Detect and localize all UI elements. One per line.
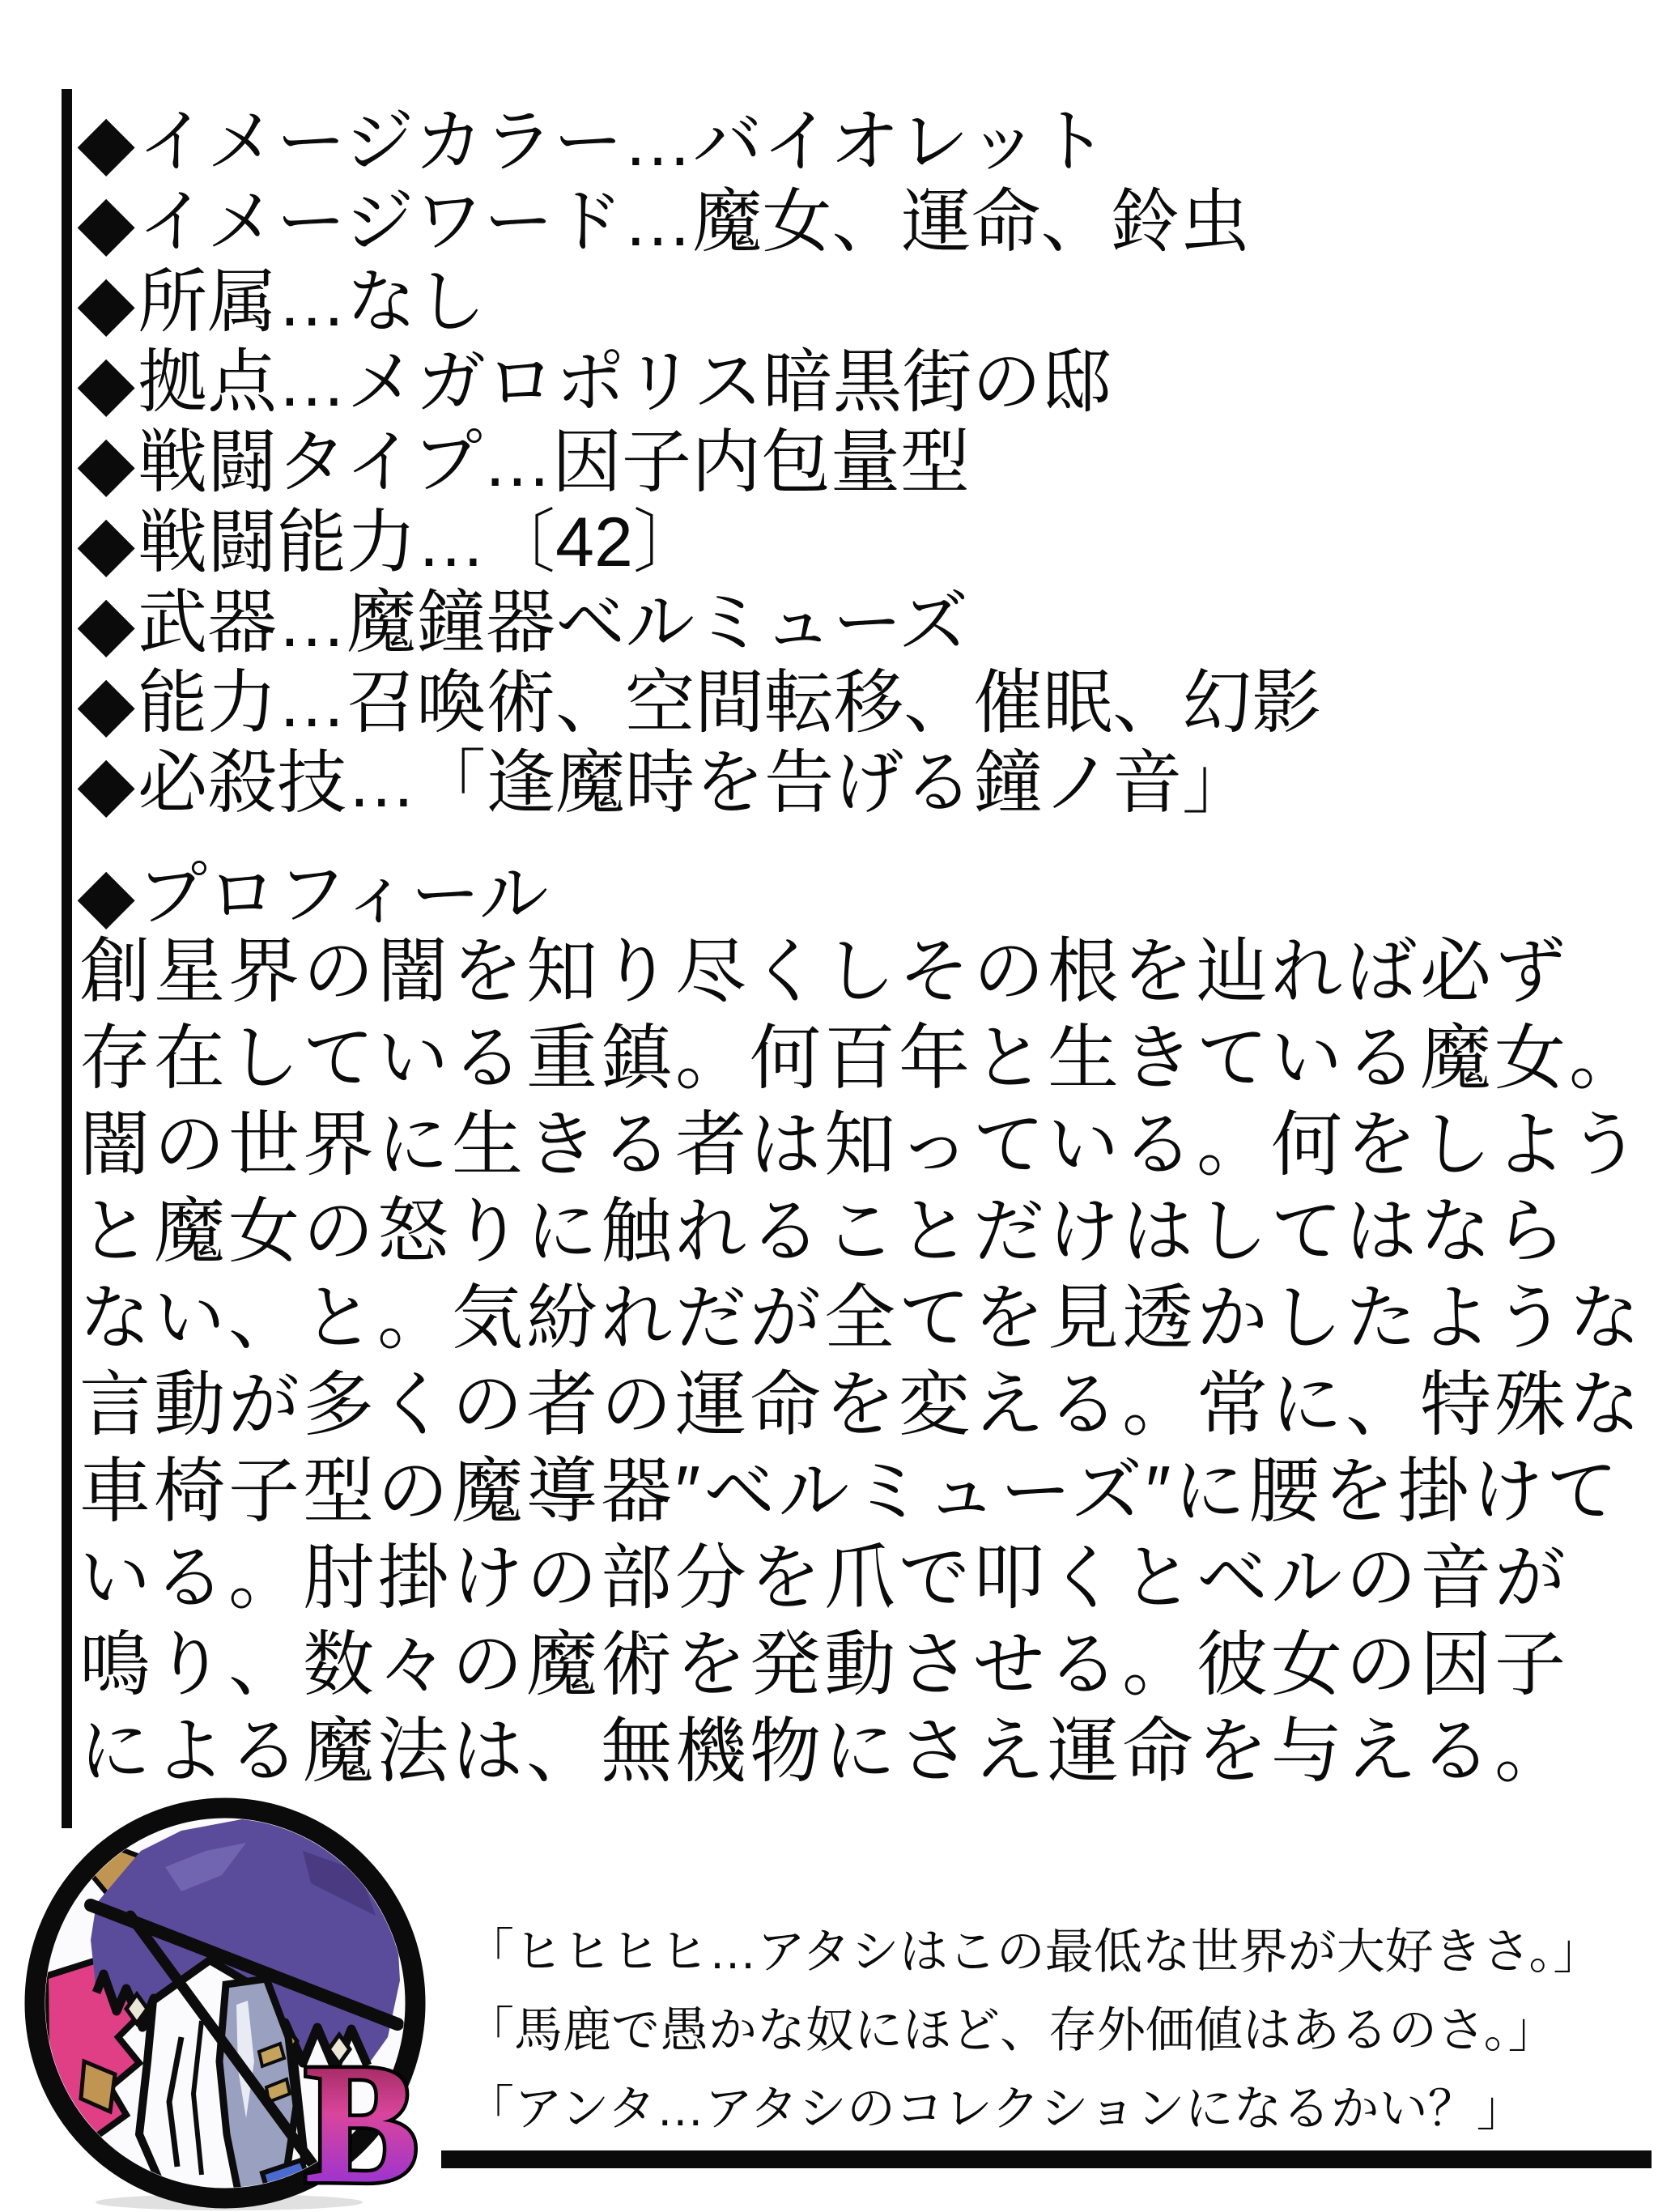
diamond-bullet-icon: ◆ [77,500,135,585]
profile-line: ない、と。気紛れだが全てを見透かしたような [79,1278,1644,1358]
stat-text: 拠点…メガロポリス暗黒街の邸 [138,343,1112,421]
stats-list [79,102,1321,823]
diamond-bullet-icon: ◆ [77,100,135,184]
stat-line [79,182,1321,262]
profile-line: 車椅子型の魔導器″ベルミューズ″に腰を掛けて [79,1451,1622,1531]
stat-line [77,500,1321,585]
quotes-block [466,1912,1601,2148]
stat-text: イメージカラー…バイオレット [138,103,1108,181]
diamond-bullet-icon: ◆ [77,340,135,424]
profile-line: 鳴り、数々の魔術を発動させる。彼女の因子 [79,1624,1570,1704]
b-letter: B [304,2055,419,2201]
profile-line: 言動が多くの者の運命を変える。常に、特殊な [79,1364,1644,1444]
diamond-bullet-icon: ◆ [77,420,135,504]
diamond-bullet-icon: ◆ [77,180,135,264]
profile-line: 存在している重鎮。何百年と生きている魔女。 [79,1018,1644,1098]
quote-line: 「馬鹿で愚かな奴にほど、存外価値はあるのさ。」 [466,2003,1557,2057]
diamond-bullet-icon: ◆ [77,581,135,665]
diamond-bullet-icon: ◆ [77,853,135,937]
diamond-bullet-icon: ◆ [77,661,135,745]
profile-line: 創星界の闇を知り尽くしその根を辿れば必ず [79,931,1570,1011]
stat-text: イメージワード…魔女、運命、鈴虫 [138,183,1250,261]
stat-line [79,102,1321,182]
stat-text: 武器…魔鐘器ベルミューズ [138,584,969,661]
profile-line: いる。肘掛けの部分を爪で叩くとベルの音が [79,1538,1570,1618]
stat-text: 必殺技…「逢魔時を告げる鐘ノ音」 [138,744,1252,822]
stat-line [77,420,1321,504]
profile-line: 闇の世界に生きる者は知っている。何をしよう [79,1104,1644,1185]
stat-text: 戦闘能力…〔42〕 [138,504,703,581]
quote-line: 「アンタ…アタシのコレクションになるかい？」 [466,2082,1525,2136]
stat-line [79,743,1321,823]
profile-line: と魔女の怒りに触れることだけはしてはなら [79,1191,1570,1271]
bottom-divider-bar [441,2150,1652,2168]
stat-line [79,342,1321,423]
profile-line: による魔法は、無機物にさえ運命を与える。 [79,1711,1570,1791]
stat-text: 能力…召喚術、空間転移、催眠、幻影 [138,664,1322,742]
profile-section-header [79,855,549,935]
profile-paragraph [79,928,1643,1794]
b-initial-badge [300,2055,429,2201]
quote-line: 「ヒヒヒヒ…アタシはこの最低な世界が大好きさ。」 [466,1925,1602,1979]
stat-line [79,583,1321,663]
diamond-bullet-icon: ◆ [77,741,135,825]
stat-text: 戦闘タイプ…因子内包量型 [138,423,970,501]
stat-text: 所属…なし [138,263,487,341]
profile-header-label: プロフィール [138,856,549,934]
diamond-bullet-icon: ◆ [77,260,135,344]
left-border-bar [62,89,72,1828]
stat-line [79,663,1321,743]
stat-line [79,262,1321,342]
